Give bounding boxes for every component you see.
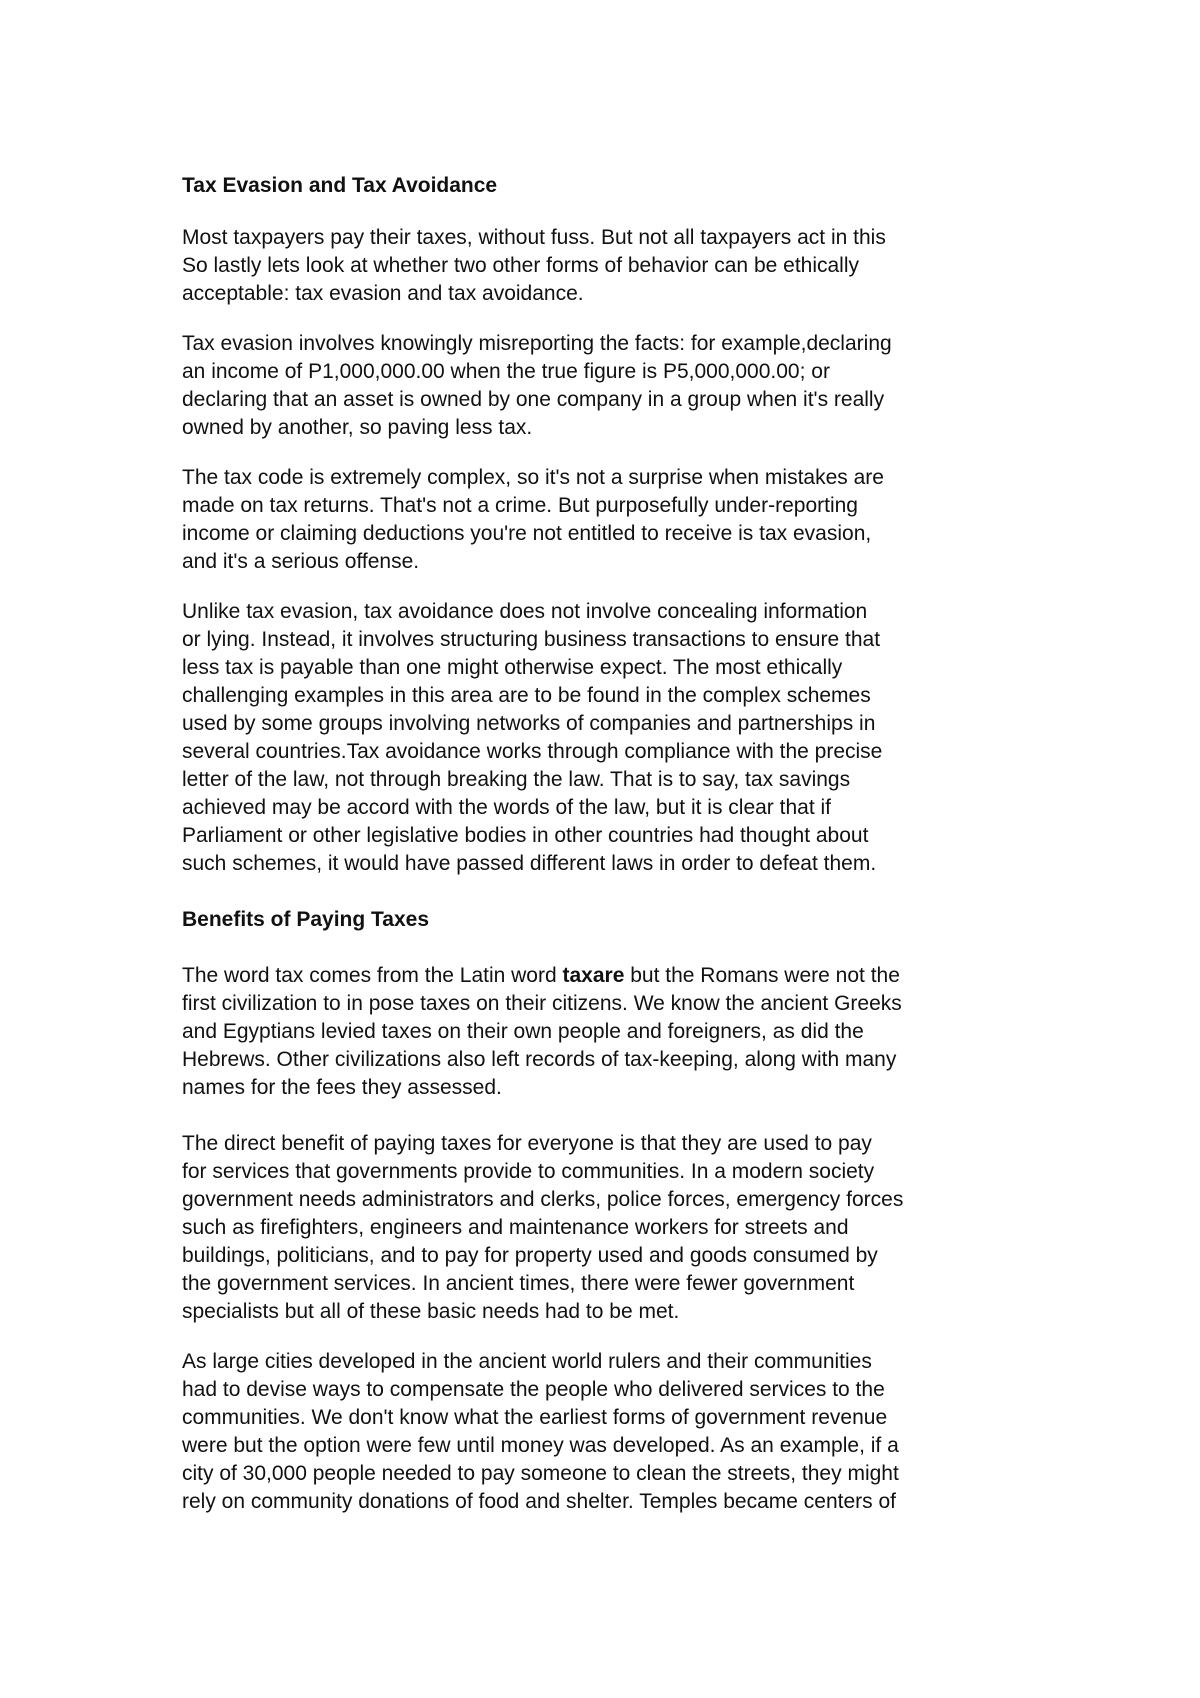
paragraph-line: specialists but all of these basic needs had to be met. bbox=[182, 1300, 680, 1323]
paragraph-line: The direct benefit of paying taxes for everyone is that they are used to pay bbox=[182, 1132, 872, 1155]
paragraph-line: first civilization to in pose taxes on their citizens. We know the ancient Greeks bbox=[182, 992, 902, 1015]
paragraph-word-origin bbox=[182, 962, 1032, 1102]
spacer bbox=[182, 1326, 1032, 1348]
paragraph-line: The tax code is extremely complex, so it's not a surprise when mistakes are bbox=[182, 466, 884, 489]
section-title-tax-evasion: Tax Evasion and Tax Avoidance bbox=[182, 174, 498, 197]
paragraph-line: acceptable: tax evasion and tax avoidance. bbox=[182, 282, 584, 305]
spacer bbox=[182, 442, 1032, 464]
paragraph-line: such as firefighters, engineers and maintenance workers for streets and bbox=[182, 1216, 849, 1239]
paragraph-line: the government services. In ancient times, there were fewer government bbox=[182, 1272, 855, 1295]
spacer bbox=[182, 1102, 1032, 1130]
paragraph-intro bbox=[182, 224, 1032, 308]
paragraph-line: government needs administrators and clerks, police forces, emergency forces bbox=[182, 1188, 904, 1211]
paragraph-tax-avoidance bbox=[182, 598, 1032, 878]
paragraph-line: letter of the law, not through breaking the law. That is to say, tax savings bbox=[182, 768, 851, 791]
paragraph-line: owned by another, so paving less tax. bbox=[182, 416, 533, 439]
paragraph-line: buildings, politicians, and to pay for property used and goods consumed by bbox=[182, 1244, 878, 1267]
paragraph-line: names for the fees they assessed. bbox=[182, 1076, 502, 1099]
paragraph-line: for services that governments provide to communities. In a modern society bbox=[182, 1160, 875, 1183]
paragraph-line: several countries.Tax avoidance works through compliance with the precise bbox=[182, 740, 883, 763]
paragraph-line: less tax is payable than one might otherwise expect. The most ethically bbox=[182, 656, 843, 679]
spacer bbox=[182, 934, 1032, 962]
paragraph-line: communities. We don't know what the earliest forms of government revenue bbox=[182, 1406, 888, 1429]
paragraph-line: Parliament or other legislative bodies in other countries had thought about bbox=[182, 824, 869, 847]
paragraph-line: Tax evasion involves knowingly misreporting the facts: for example,declaring bbox=[182, 332, 892, 355]
paragraph-line: income or claiming deductions you're not entitled to receive is tax evasion, bbox=[182, 522, 872, 545]
paragraph-line: made on tax returns. That's not a crime. But purposefully under-reporting bbox=[182, 494, 858, 517]
paragraph-direct-benefit bbox=[182, 1130, 1032, 1326]
paragraph-line: had to devise ways to compensate the people who delivered services to the bbox=[182, 1378, 885, 1401]
text-segment: The word tax comes from the Latin word bbox=[182, 964, 563, 987]
paragraph-line: or lying. Instead, it involves structuring business transactions to ensure that bbox=[182, 628, 881, 651]
paragraph-line bbox=[182, 962, 1032, 990]
paragraph-line: and Egyptians levied taxes on their own people and foreigners, as did the bbox=[182, 1020, 864, 1043]
paragraph-line: declaring that an asset is owned by one company in a group when it's really bbox=[182, 388, 885, 411]
paragraph-line: were but the option were few until money was developed. As an example, if a bbox=[182, 1434, 899, 1457]
paragraph-line: rely on community donations of food and shelter. Temples became centers of bbox=[182, 1490, 897, 1513]
spacer bbox=[182, 576, 1032, 598]
paragraph-tax-evasion-definition bbox=[182, 330, 1032, 442]
text-segment: but the Romans were not the bbox=[624, 964, 900, 987]
paragraph-line: such schemes, it would have passed different laws in order to defeat them. bbox=[182, 852, 877, 875]
spacer bbox=[182, 308, 1032, 330]
paragraph-line: and it's a serious offense. bbox=[182, 550, 420, 573]
latin-word-taxare: taxare bbox=[562, 964, 625, 987]
paragraph-line: used by some groups involving networks of companies and partnerships in bbox=[182, 712, 876, 735]
section-title-benefits: Benefits of Paying Taxes bbox=[182, 908, 430, 931]
spacer bbox=[182, 878, 1032, 906]
paragraph-line: challenging examples in this area are to be found in the complex schemes bbox=[182, 684, 871, 707]
document-body bbox=[182, 172, 1032, 1516]
paragraph-line: Unlike tax evasion, tax avoidance does not involve concealing information bbox=[182, 600, 868, 623]
paragraph-ancient-cities bbox=[182, 1348, 1032, 1516]
paragraph-line: Hebrews. Other civilizations also left records of tax-keeping, along with many bbox=[182, 1048, 897, 1071]
paragraph-line: city of 30,000 people needed to pay someone to clean the streets, they might bbox=[182, 1462, 899, 1485]
spacer bbox=[182, 200, 1032, 224]
paragraph-line: an income of P1,000,000.00 when the true figure is P5,000,000.00; or bbox=[182, 360, 830, 383]
paragraph-line: So lastly lets look at whether two other forms of behavior can be ethically bbox=[182, 254, 860, 277]
paragraph-line: achieved may be accord with the words of the law, but it is clear that if bbox=[182, 796, 831, 819]
paragraph-line: Most taxpayers pay their taxes, without fuss. But not all taxpayers act in this bbox=[182, 226, 886, 249]
paragraph-line: As large cities developed in the ancient world rulers and their communities bbox=[182, 1350, 872, 1373]
paragraph-tax-code bbox=[182, 464, 1032, 576]
